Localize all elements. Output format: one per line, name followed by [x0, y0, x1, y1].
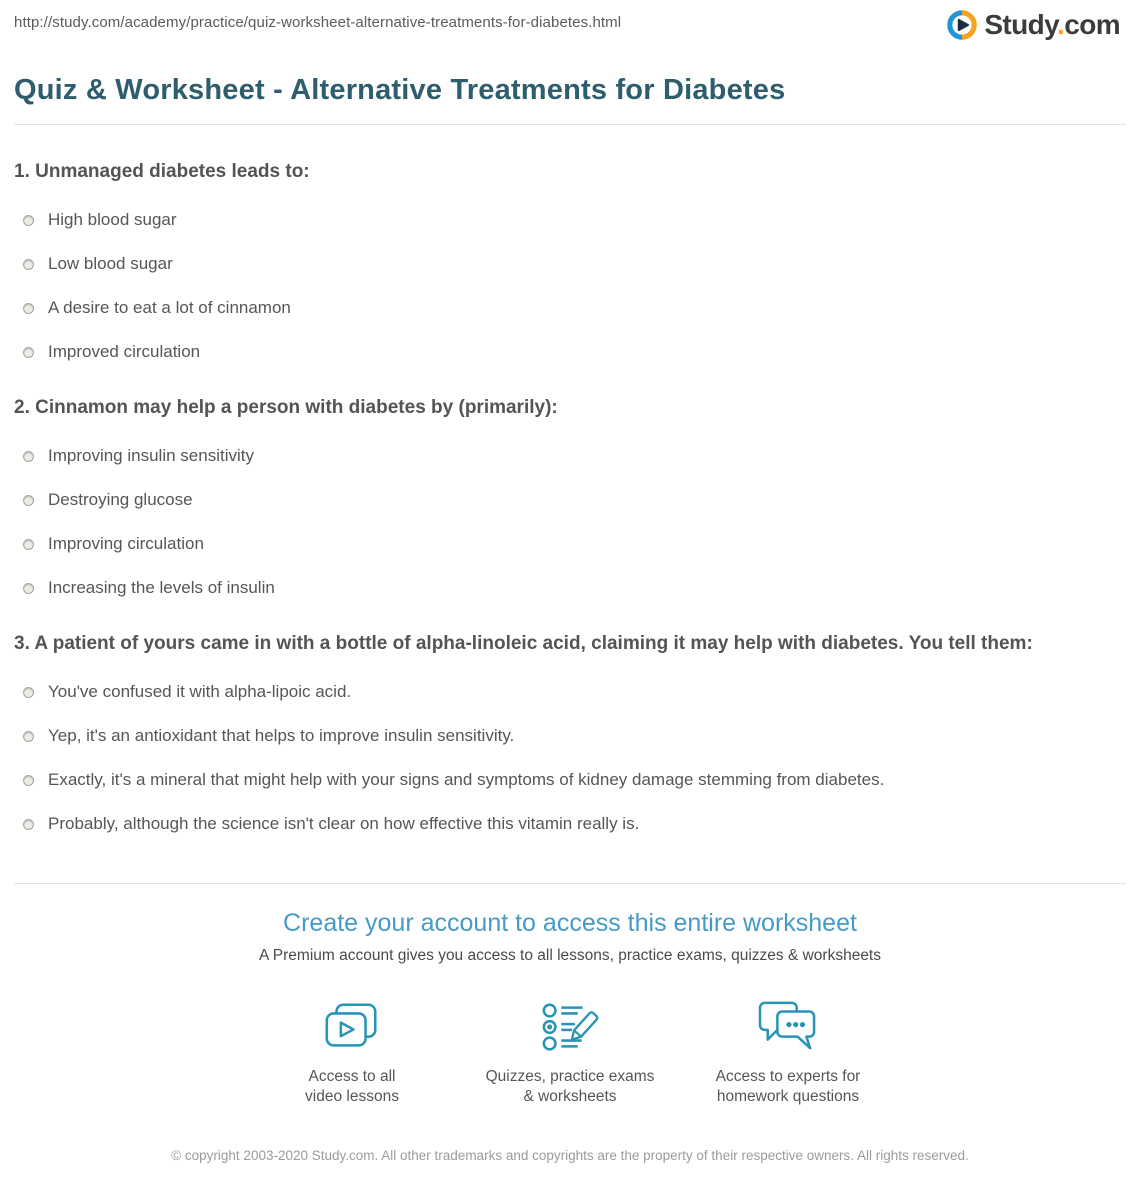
answer-option-label: High blood sugar — [48, 210, 177, 229]
question-heading: 1. Unmanaged diabetes leads to: — [14, 161, 310, 182]
signup-promo — [14, 909, 1126, 1107]
divider — [14, 883, 1126, 884]
question-2 — [14, 394, 1126, 597]
answer-option-label: Low blood sugar — [48, 254, 173, 273]
answer-option-label: A desire to eat a lot of cinnamon — [48, 298, 291, 317]
answer-option[interactable] — [23, 211, 1126, 229]
feature-label: Access to all video lessons — [305, 1068, 399, 1105]
studycom-logo[interactable] — [947, 10, 1120, 40]
feature-label: Quizzes, practice exams & worksheets — [485, 1068, 655, 1105]
answer-option-label: Exactly, it's a mineral that might help with your signs and symptoms of kidney damage stemming from diabetes. — [48, 770, 885, 789]
answer-option[interactable] — [23, 447, 1126, 465]
video-lessons-icon — [243, 997, 461, 1055]
play-circle-icon — [947, 10, 977, 40]
radio-button[interactable] — [23, 451, 34, 462]
radio-button[interactable] — [23, 687, 34, 698]
answer-option[interactable] — [23, 535, 1126, 553]
radio-button[interactable] — [23, 539, 34, 550]
answer-option[interactable] — [23, 683, 1126, 701]
page-url: http://study.com/academy/practice/quiz-worksheet-alternative-treatments-for-diabetes.html — [14, 14, 622, 31]
top-bar — [14, 0, 1126, 48]
quiz-questions — [14, 158, 1126, 833]
feature-quizzes — [461, 997, 679, 1107]
answer-option[interactable] — [23, 299, 1126, 317]
answer-option-label: Destroying glucose — [48, 490, 193, 509]
answer-option[interactable] — [23, 727, 1126, 745]
radio-button[interactable] — [23, 215, 34, 226]
answer-option-label: Yep, it's an antioxidant that helps to improve insulin sensitivity. — [48, 726, 515, 745]
radio-button[interactable] — [23, 259, 34, 270]
answer-option-label: Improving circulation — [48, 534, 204, 553]
radio-button[interactable] — [23, 775, 34, 786]
answer-option[interactable] — [23, 771, 1126, 789]
divider — [14, 124, 1126, 125]
answer-option-label: Improving insulin sensitivity — [48, 446, 254, 465]
logo-text: Study.com — [984, 9, 1120, 40]
answer-option[interactable] — [23, 255, 1126, 273]
radio-button[interactable] — [23, 583, 34, 594]
quiz-worksheet-icon — [461, 997, 679, 1055]
question-heading: 3. A patient of yours came in with a bottle of alpha-linoleic acid, claiming it may help with diabetes. You tell them: — [14, 633, 1033, 654]
logo-dot: . — [1057, 9, 1065, 40]
answer-option[interactable] — [23, 343, 1126, 361]
radio-button[interactable] — [23, 819, 34, 830]
page-title: Quiz & Worksheet - Alternative Treatments for Diabetes — [14, 74, 786, 106]
feature-experts — [679, 997, 897, 1107]
question-1 — [14, 158, 1126, 361]
copyright-notice: © copyright 2003-2020 Study.com. All other trademarks and copyrights are the property of their respective owners. All rights reserved. — [171, 1148, 969, 1163]
chat-experts-icon — [679, 997, 897, 1055]
answer-option-label: Increasing the levels of insulin — [48, 578, 275, 597]
question-heading: 2. Cinnamon may help a person with diabetes by (primarily): — [14, 397, 558, 418]
radio-button[interactable] — [23, 303, 34, 314]
feature-video-lessons — [243, 997, 461, 1107]
feature-row — [14, 997, 1126, 1107]
question-3 — [14, 630, 1126, 833]
answer-option[interactable] — [23, 491, 1126, 509]
signup-heading: Create your account to access this entire worksheet — [283, 909, 857, 937]
answer-option-label: You've confused it with alpha-lipoic acid. — [48, 682, 352, 701]
answer-option-label: Improved circulation — [48, 342, 201, 361]
radio-button[interactable] — [23, 495, 34, 506]
answer-option[interactable] — [23, 579, 1126, 597]
signup-subheading: A Premium account gives you access to all lessons, practice exams, quizzes & worksheets — [259, 947, 881, 964]
radio-button[interactable] — [23, 731, 34, 742]
radio-button[interactable] — [23, 347, 34, 358]
feature-label: Access to experts for homework questions — [715, 1068, 861, 1105]
answer-option-label: Probably, although the science isn't clear on how effective this vitamin really is. — [48, 814, 640, 833]
answer-option[interactable] — [23, 815, 1126, 833]
